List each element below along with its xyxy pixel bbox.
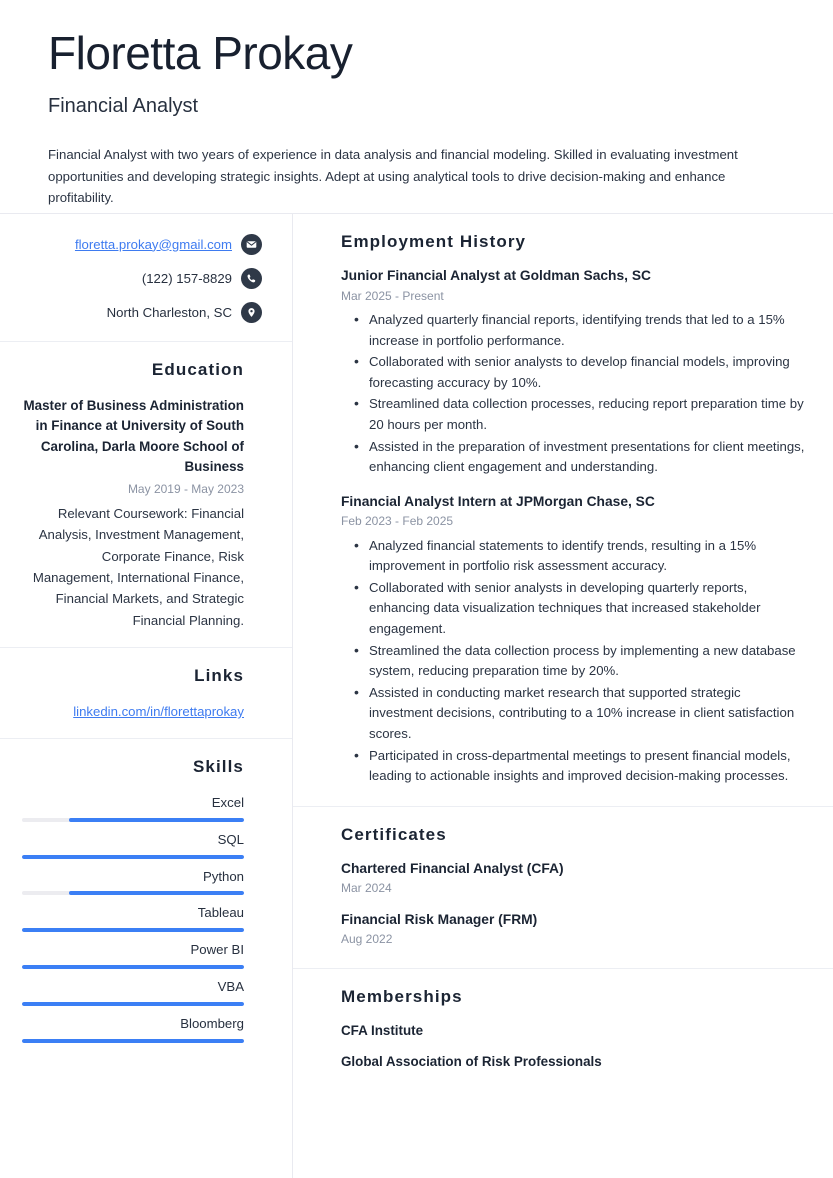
employment-bullet: • Assisted in the preparation of investment presentations for client meetings, enhancing client engagement and understanding. bbox=[341, 437, 807, 478]
link-item-linkedin[interactable]: linkedin.com/in/florettaprokay bbox=[73, 704, 244, 720]
employment-section bbox=[293, 214, 833, 807]
certificate-date: Mar 2024 bbox=[341, 881, 392, 896]
skills-list bbox=[22, 793, 244, 1043]
employment-bullet: • Streamlined data collection processes, reducing report preparation time by 20 hours per month. bbox=[341, 394, 807, 435]
memberships-section bbox=[293, 969, 833, 1090]
employment-bullet: • Streamlined the data collection process by implementing a new database system, reducing preparation time by 20%. bbox=[341, 641, 807, 682]
skill-level-fill bbox=[22, 928, 244, 932]
skill-level-bar bbox=[22, 1039, 244, 1043]
phone-value: (122) 157-8829 bbox=[141, 270, 232, 286]
envelope-icon bbox=[241, 234, 262, 255]
skill-name: Tableau bbox=[197, 905, 244, 921]
memberships-list bbox=[341, 1021, 807, 1072]
skill-level-bar bbox=[22, 965, 244, 969]
resume-header bbox=[0, 0, 833, 214]
employment-entry-date: Mar 2025 - Present bbox=[341, 288, 444, 303]
skill-level-fill bbox=[22, 1002, 244, 1006]
education-degree: Master of Business Administration in Finance at University of South Carolina, Darla Moore School of Business bbox=[23, 398, 244, 475]
skill-item bbox=[22, 977, 244, 1006]
memberships-title: Memberships bbox=[341, 986, 463, 1006]
skill-level-fill bbox=[69, 818, 244, 822]
education-date: May 2019 - May 2023 bbox=[127, 481, 244, 496]
skill-item bbox=[22, 903, 244, 932]
skill-level-fill bbox=[22, 1039, 244, 1043]
skill-item bbox=[22, 1014, 244, 1043]
phone-icon bbox=[241, 268, 262, 289]
employment-title: Employment History bbox=[341, 232, 527, 251]
skill-name: Excel bbox=[211, 794, 244, 810]
certificate-title: Chartered Financial Analyst (CFA) bbox=[341, 860, 564, 876]
professional-summary: Financial Analyst with two years of experience in data analysis and financial modeling. Skilled in evaluating investment opportunities and developing strategic insights. Adept at using analytical tools to drive decision-making and enhance profitability. bbox=[48, 147, 738, 206]
education-title: Education bbox=[151, 360, 244, 379]
education-entry bbox=[22, 396, 244, 631]
skill-level-bar bbox=[22, 891, 244, 895]
skill-level-bar bbox=[22, 928, 244, 932]
employment-entry bbox=[341, 266, 807, 478]
employment-bullet: • Participated in cross-departmental meetings to present financial models, leading to actionable insights and improved decision-making processes. bbox=[341, 746, 807, 787]
certificate-date: Aug 2022 bbox=[341, 932, 393, 947]
skill-item bbox=[22, 940, 244, 969]
contact-row-phone[interactable] bbox=[22, 268, 262, 289]
certificate-entry bbox=[341, 910, 807, 950]
certificate-entry bbox=[341, 859, 807, 899]
certificate-title: Financial Risk Manager (FRM) bbox=[341, 911, 538, 927]
membership-item: CFA Institute bbox=[341, 1022, 424, 1038]
contact-row-email[interactable] bbox=[22, 234, 262, 255]
skills-section bbox=[0, 739, 292, 1059]
contact-row-location bbox=[22, 302, 262, 323]
employment-bullet-list bbox=[341, 536, 807, 787]
skill-item bbox=[22, 867, 244, 896]
skill-item bbox=[22, 830, 244, 859]
education-description: Relevant Coursework: Financial Analysis, Investment Management, Corporate Finance, Risk Management, International Finance, Financial Markets, and Strategic Financial Planning. bbox=[32, 505, 244, 628]
employment-bullet-list bbox=[341, 310, 807, 478]
employment-bullet: • Collaborated with senior analysts in developing quarterly reports, enhancing data visualization techniques that increased stakeholder engagement. bbox=[341, 578, 807, 640]
map-pin-icon bbox=[241, 302, 262, 323]
skills-title: Skills bbox=[192, 756, 244, 776]
membership-item: Global Association of Risk Professionals bbox=[341, 1054, 602, 1070]
skill-name: VBA bbox=[217, 978, 244, 994]
employment-bullet: • Assisted in conducting market research that supported strategic investment decisions, contributing to a 10% increase in client satisfaction scores. bbox=[341, 683, 807, 745]
resume-body bbox=[0, 214, 833, 1178]
employment-entry-date: Feb 2023 - Feb 2025 bbox=[341, 514, 454, 529]
job-title: Financial Analyst bbox=[48, 95, 199, 118]
skill-item bbox=[22, 793, 244, 822]
skill-level-fill bbox=[22, 855, 244, 859]
email-value[interactable]: floretta.prokay@gmail.com bbox=[74, 236, 232, 252]
sidebar-left bbox=[0, 214, 292, 1178]
skill-name: Python bbox=[202, 868, 244, 884]
certificates-title: Certificates bbox=[341, 824, 447, 844]
education-section bbox=[0, 342, 292, 648]
skill-level-bar bbox=[22, 855, 244, 859]
location-value: North Charleston, SC bbox=[106, 304, 232, 320]
skill-name: Bloomberg bbox=[180, 1015, 244, 1031]
skill-level-fill bbox=[22, 965, 244, 969]
content-right bbox=[293, 214, 833, 1178]
links-section bbox=[0, 648, 292, 739]
page-title: Floretta Prokay bbox=[48, 27, 353, 79]
employment-list bbox=[341, 266, 807, 787]
employment-entry bbox=[341, 492, 807, 787]
employment-entry-title: Financial Analyst Intern at JPMorgan Chase, SC bbox=[341, 493, 655, 509]
skill-level-bar bbox=[22, 818, 244, 822]
employment-entry-title: Junior Financial Analyst at Goldman Sachs, SC bbox=[341, 268, 651, 283]
certificates-section bbox=[293, 807, 833, 969]
skill-level-bar bbox=[22, 1002, 244, 1006]
certificates-list bbox=[341, 859, 807, 950]
links-title: Links bbox=[194, 666, 244, 686]
employment-bullet: • Analyzed quarterly financial reports, identifying trends that led to a 15% increase in portfolio performance. bbox=[341, 310, 807, 351]
skill-name: SQL bbox=[217, 831, 244, 847]
employment-bullet: • Analyzed financial statements to identify trends, resulting in a 15% improvement in portfolio risk assessment accuracy. bbox=[341, 536, 807, 577]
employment-bullet: • Collaborated with senior analysts to develop financial models, improving forecasting accuracy by 10%. bbox=[341, 352, 807, 393]
contact-section bbox=[0, 214, 292, 342]
skill-name: Power BI bbox=[190, 942, 244, 958]
skill-level-fill bbox=[69, 891, 244, 895]
